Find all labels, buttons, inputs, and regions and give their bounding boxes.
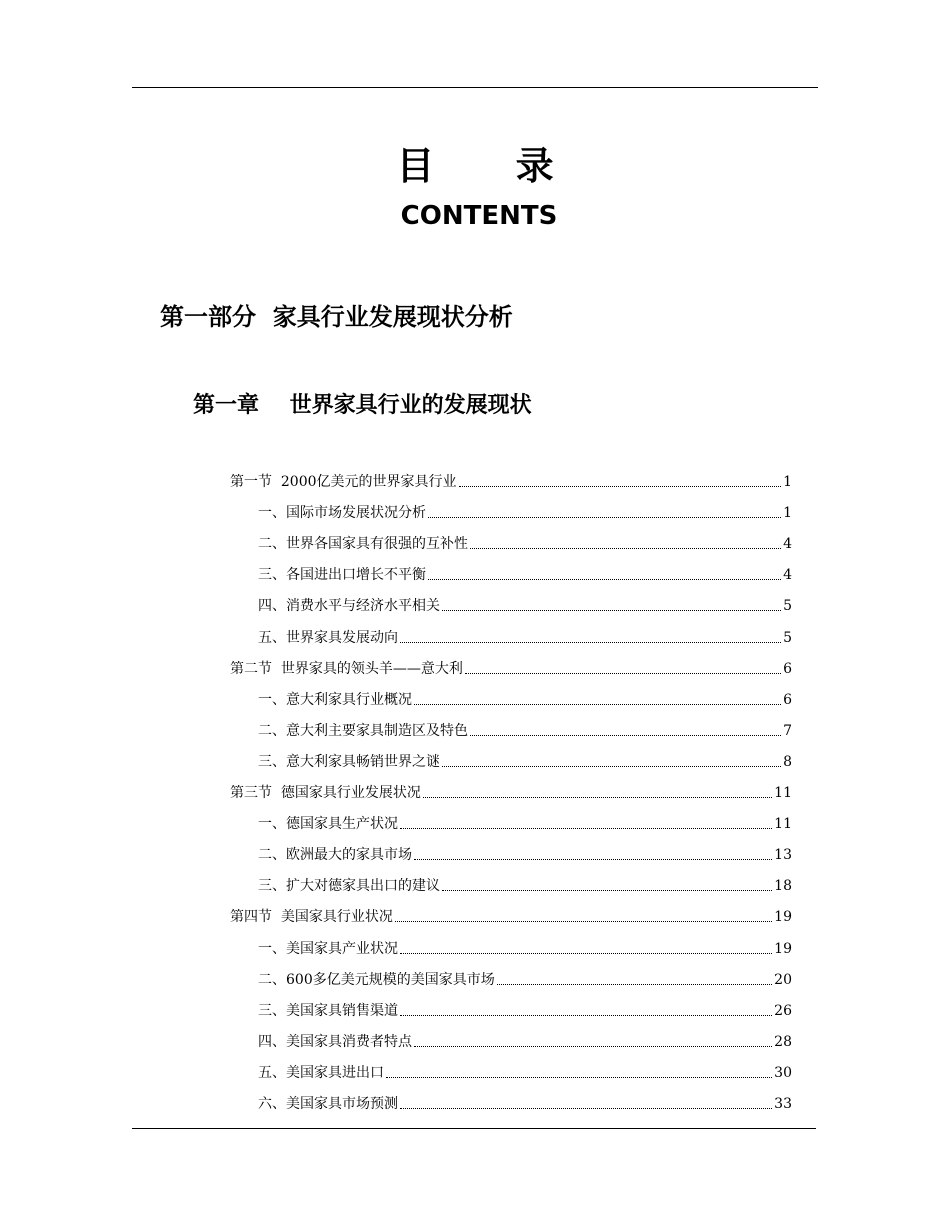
toc-page-number: 26 bbox=[774, 1002, 792, 1019]
toc-page-number: 4 bbox=[783, 567, 792, 584]
toc-dot-leader bbox=[428, 517, 781, 518]
toc-subsection-entry[interactable] bbox=[258, 530, 792, 554]
toc-entry-label: 三、意大利家具畅销世界之谜 bbox=[258, 753, 440, 770]
toc-section-entry[interactable] bbox=[230, 655, 792, 679]
toc-subsection-entry[interactable] bbox=[258, 592, 792, 616]
toc-page-number: 4 bbox=[783, 536, 792, 553]
toc-page-number: 33 bbox=[774, 1096, 792, 1112]
toc-entry-label: 四、消费水平与经济水平相关 bbox=[258, 598, 440, 615]
toc-entry-label: 二、600多亿美元规模的美国家具市场 bbox=[258, 971, 495, 988]
toc-entry-label: 三、各国进出口增长不平衡 bbox=[258, 567, 426, 584]
toc-page-number: 20 bbox=[774, 971, 792, 988]
toc-page-number: 7 bbox=[783, 722, 792, 739]
toc-subsection-entry[interactable] bbox=[258, 841, 792, 865]
toc-subsection-entry[interactable] bbox=[258, 997, 792, 1021]
toc-entry-label: 四、美国家具消费者特点 bbox=[258, 1033, 412, 1050]
page-subtitle: CONTENTS bbox=[400, 201, 558, 231]
toc-entry-label: 二、世界各国家具有很强的互补性 bbox=[258, 536, 468, 553]
toc-subsection-entry[interactable] bbox=[258, 1090, 792, 1114]
toc-dot-leader bbox=[442, 610, 781, 611]
toc-subsection-entry[interactable] bbox=[258, 1059, 792, 1083]
header-rule bbox=[132, 87, 818, 88]
toc-entry-label: 三、扩大对德家具出口的建议 bbox=[258, 878, 440, 895]
toc-entry-label: 五、世界家具发展动向 bbox=[258, 629, 398, 646]
toc-subsection-entry[interactable] bbox=[258, 1028, 792, 1052]
toc-dot-leader bbox=[470, 735, 781, 736]
toc-dot-leader bbox=[414, 1046, 772, 1047]
toc-subsection-entry[interactable] bbox=[258, 966, 792, 990]
toc-entry-label: 第二节 世界家具的领头羊——意大利 bbox=[230, 660, 463, 677]
page-title: 目 录 bbox=[396, 144, 588, 188]
toc-dot-leader bbox=[414, 704, 781, 705]
toc-dot-leader bbox=[395, 921, 772, 922]
toc-subsection-entry[interactable] bbox=[258, 748, 792, 772]
toc-dot-leader bbox=[442, 766, 781, 767]
toc-page-number: 19 bbox=[774, 909, 792, 926]
toc-page-number: 5 bbox=[783, 629, 792, 646]
toc-dot-leader bbox=[423, 797, 772, 798]
toc-dot-leader bbox=[400, 642, 781, 643]
toc-subsection-entry[interactable] bbox=[258, 561, 792, 585]
toc-entry-label: 第三节 德国家具行业发展状况 bbox=[230, 785, 421, 801]
toc-page-number: 28 bbox=[774, 1033, 792, 1050]
toc-subsection-entry[interactable] bbox=[258, 499, 792, 523]
toc-entry-label: 第四节 美国家具行业状况 bbox=[230, 909, 393, 926]
toc-page-number: 30 bbox=[774, 1064, 792, 1081]
toc-page-number: 8 bbox=[783, 753, 792, 770]
toc-subsection-entry[interactable] bbox=[258, 872, 792, 896]
toc-dot-leader bbox=[400, 828, 772, 829]
toc-subsection-entry[interactable] bbox=[258, 935, 792, 959]
toc-page-number: 11 bbox=[774, 816, 792, 833]
toc-section-entry[interactable] bbox=[230, 903, 792, 927]
toc-page-number: 19 bbox=[774, 940, 792, 957]
toc-page-number: 18 bbox=[774, 878, 792, 895]
toc-entry-label: 五、美国家具进出口 bbox=[258, 1064, 384, 1081]
toc-dot-leader bbox=[497, 984, 772, 985]
toc-dot-leader bbox=[386, 1077, 772, 1078]
toc-page-number: 11 bbox=[774, 785, 792, 801]
toc-subsection-entry[interactable] bbox=[258, 686, 792, 710]
toc-page-number: 1 bbox=[783, 505, 792, 522]
toc-page-number: 1 bbox=[783, 474, 792, 490]
part-heading: 第一部分 家具行业发展现状分析 bbox=[160, 303, 513, 331]
toc-subsection-entry[interactable] bbox=[258, 624, 792, 648]
toc-entry-label: 一、德国家具生产状况 bbox=[258, 816, 398, 833]
toc-dot-leader bbox=[414, 859, 772, 860]
toc-entry-label: 一、意大利家具行业概况 bbox=[258, 691, 412, 708]
chapter-heading: 第一章 世界家具行业的发展现状 bbox=[193, 393, 532, 418]
toc-page-number: 6 bbox=[783, 660, 792, 677]
toc-section-entry[interactable] bbox=[230, 779, 792, 803]
toc-entry-label: 二、欧洲最大的家具市场 bbox=[258, 847, 412, 864]
toc-page-number: 6 bbox=[783, 691, 792, 708]
toc-dot-leader bbox=[470, 548, 781, 549]
toc-dot-leader bbox=[428, 579, 781, 580]
toc-dot-leader bbox=[400, 1015, 772, 1016]
toc-section-entry[interactable] bbox=[230, 468, 792, 492]
toc-subsection-entry[interactable] bbox=[258, 717, 792, 741]
toc-dot-leader bbox=[400, 953, 772, 954]
toc-dot-leader bbox=[465, 673, 781, 674]
toc-entry-label: 第一节 2000亿美元的世界家具行业 bbox=[230, 474, 457, 490]
toc-page-number: 13 bbox=[774, 847, 792, 864]
toc-dot-leader bbox=[459, 486, 782, 487]
toc-dot-leader bbox=[442, 890, 772, 891]
toc-entry-label: 三、美国家具销售渠道 bbox=[258, 1002, 398, 1019]
toc-entry-label: 一、国际市场发展状况分析 bbox=[258, 505, 426, 522]
toc-dot-leader bbox=[400, 1108, 772, 1109]
toc-entry-label: 六、美国家具市场预测 bbox=[258, 1096, 398, 1112]
toc-entry-label: 二、意大利主要家具制造区及特色 bbox=[258, 722, 468, 739]
toc-page-number: 5 bbox=[783, 598, 792, 615]
toc-entry-label: 一、美国家具产业状况 bbox=[258, 940, 398, 957]
footer-rule bbox=[132, 1128, 816, 1129]
toc-subsection-entry[interactable] bbox=[258, 810, 792, 834]
